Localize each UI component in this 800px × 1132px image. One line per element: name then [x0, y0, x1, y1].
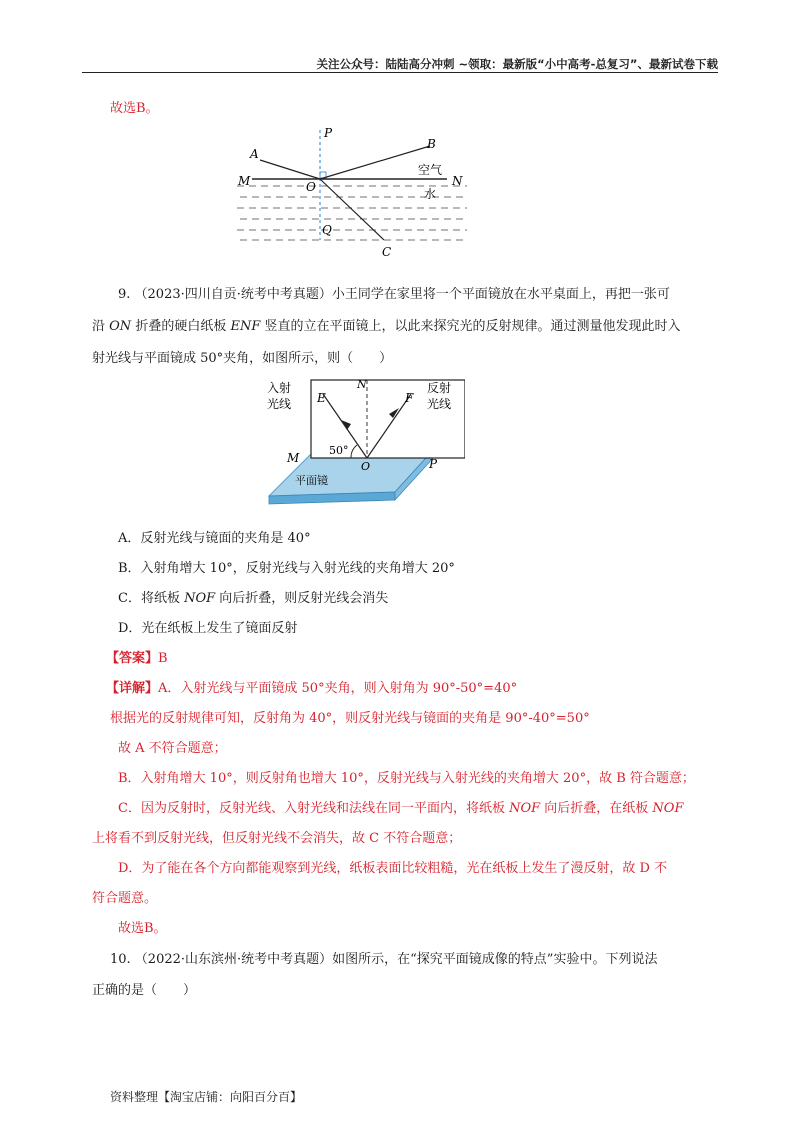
option-A: A．反射光线与镜面的夹角是 40° [118, 531, 311, 546]
label-O: O [306, 180, 316, 194]
detail-line-2: 根据光的反射规律可知，反射角为 40°，则反射光线与镜面的夹角是 90°-40°=50° [110, 711, 590, 726]
label-B: B [427, 137, 436, 151]
page-footer: 资料整理【淘宝店铺：向阳百分百】 [110, 1090, 303, 1104]
label-A: A [250, 147, 259, 161]
detail-line-7: D．为了能在各个方向都能观察到光线，纸板表面比较粗糙，光在纸板上发生了漫反射，故 D 不 [118, 861, 668, 876]
label-F: F [405, 391, 414, 405]
q9-line1: 9. （2023·四川自贡·统考中考真题）小王同学在家里将一个平面镜放在水平桌面上，再把一张可 [118, 287, 670, 302]
label-air: 空气 [418, 163, 443, 177]
q9-line3: 射光线与平面镜成 50°夹角，如图所示，则（ ） [92, 351, 393, 366]
option-D: D．光在纸板上发生了镜面反射 [118, 621, 298, 636]
label-N: N [452, 174, 463, 188]
label-Q: Q [322, 223, 332, 237]
detail-line-8: 符合题意。 [92, 891, 158, 906]
refraction-figure [232, 122, 472, 262]
option-C: C．将纸板 NOF 向后折叠，则反射光线会消失 [118, 591, 389, 606]
label-reflect-2: 光线 [427, 397, 452, 411]
label-N: N [357, 378, 367, 391]
answer: 【答案】B [106, 651, 168, 666]
prev-conclusion: 故选B。 [110, 101, 159, 116]
label-angle: 50° [329, 444, 349, 457]
label-water: 水 [424, 187, 437, 201]
label-incident-2: 光线 [267, 397, 292, 411]
label-M: M [238, 174, 251, 188]
detail-conclusion: 故选B。 [118, 921, 167, 936]
detail-line-5: C．因为反射时，反射光线、入射光线和法线在同一平面内，将纸板 NOF 向后折叠，在纸板 NOF [118, 801, 684, 816]
header-rule [82, 72, 718, 73]
label-E: E [317, 391, 326, 405]
label-C: C [382, 245, 392, 259]
q10-line1: 10. （2022·山东滨州·统考中考真题）如图所示，在“探究平面镜成像的特点”实验中。下列说法 [110, 952, 658, 967]
label-incident-1: 入射 [267, 381, 292, 395]
page-header: 关注公众号：陆陆高分冲刺 ~领取：最新版“小中高考-总复习”、最新试卷下载 [316, 57, 718, 71]
detail-line-3: 故 A 不符合题意； [118, 741, 227, 756]
q10-line2: 正确的是（ ） [92, 983, 197, 998]
ray-AO [260, 160, 320, 179]
detail-line-6: 上将看不到反射光线，但反射光线不会消失，故 C 不符合题意； [92, 831, 462, 846]
label-P: P [324, 126, 333, 140]
detail-line-1: 【详解】A．入射光线与平面镜成 50°夹角，则入射角为 90°-50°=40° [106, 681, 518, 696]
ray-OB [320, 146, 430, 179]
label-M: M [287, 451, 300, 465]
q9-line2: 沿 ON 折叠的硬白纸板 ENF 竖直的立在平面镜上，以此来探究光的反射规律。通过测量他发现此时入 [92, 319, 681, 334]
label-mirror: 平面镜 [295, 474, 328, 487]
label-P: P [429, 457, 438, 471]
option-B: B．入射角增大 10°，反射光线与入射光线的夹角增大 20° [118, 561, 455, 576]
label-reflect-1: 反射 [427, 381, 452, 395]
label-O: O [361, 460, 371, 473]
detail-line-4: B．入射角增大 10°，则反射角也增大 10°，反射光线与入射光线的夹角增大 20°，故 B 符合题意； [118, 771, 695, 786]
reflection-figure [265, 372, 465, 508]
